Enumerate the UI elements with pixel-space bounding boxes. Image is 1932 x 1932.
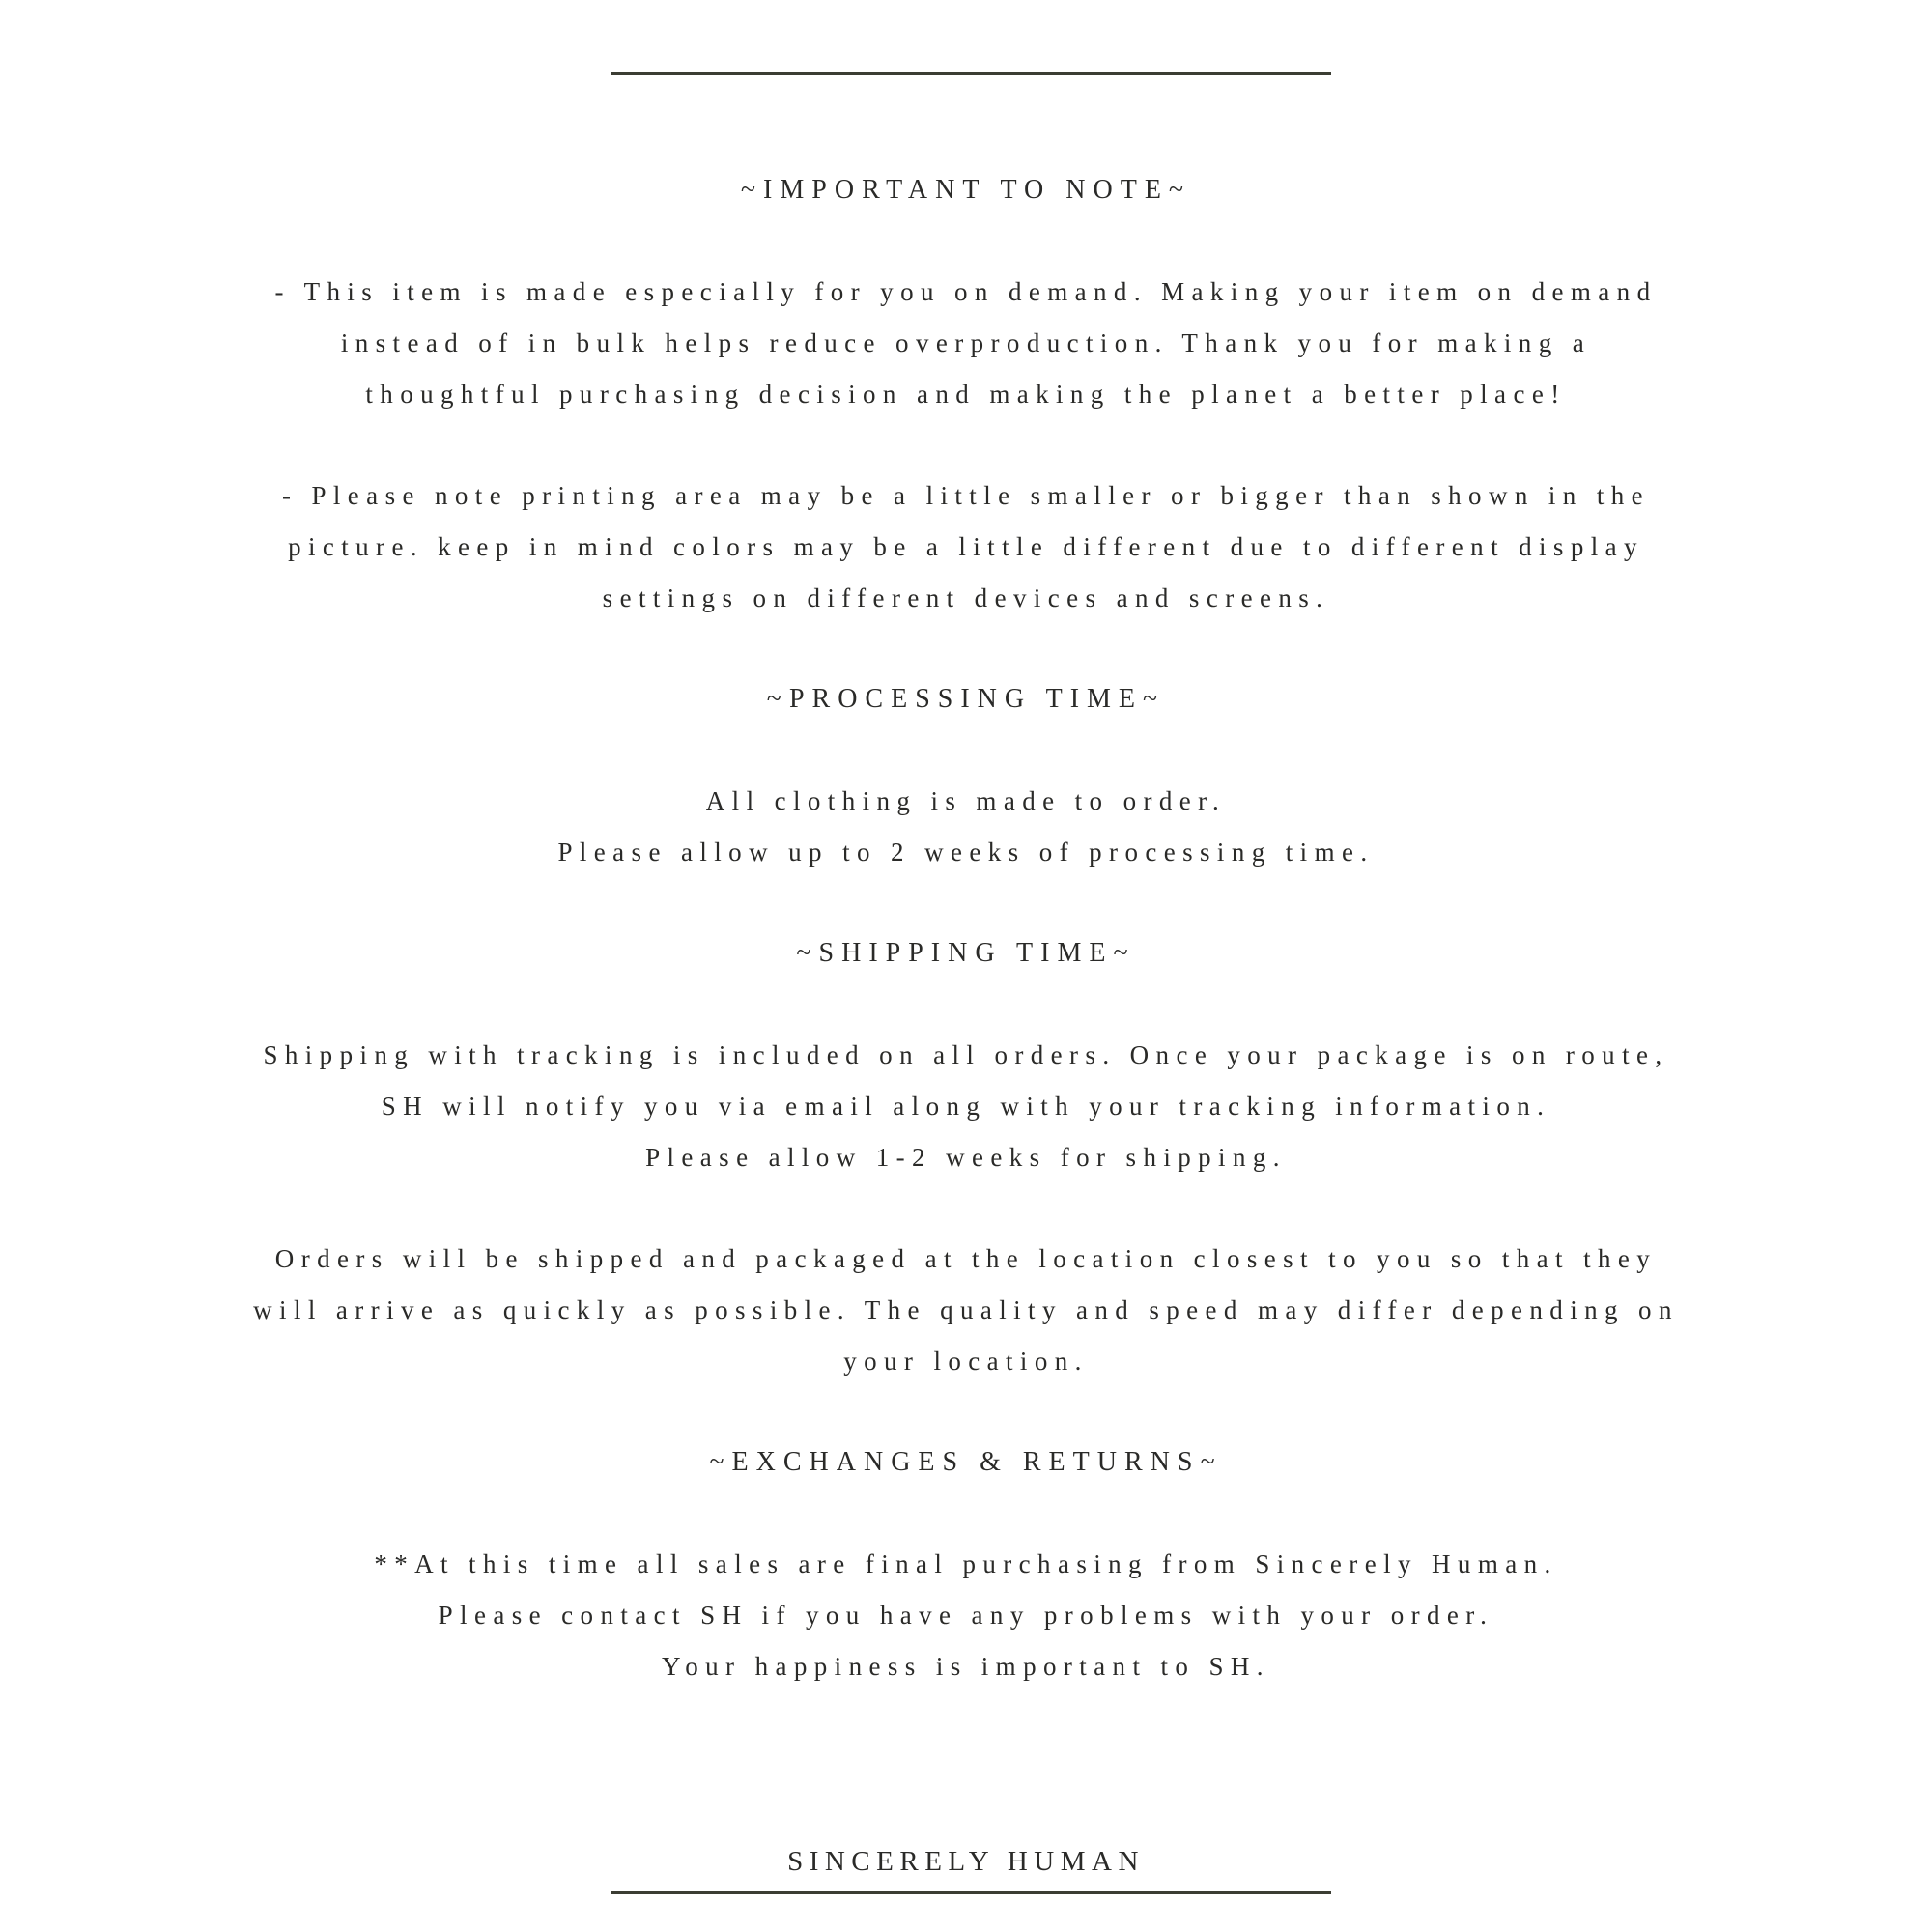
shipping-location-text-line: will arrive as quickly as possible. The quality and speed may differ depending on <box>253 1295 1679 1324</box>
exchanges-returns-heading: ~EXCHANGES & RETURNS~ <box>709 1447 1223 1477</box>
important-note-text-line: instead of in bulk helps reduce overproduction. Thank you for making a <box>340 328 1592 357</box>
processing-time-text-line: Please allow up to 2 weeks of processing time. <box>557 838 1375 867</box>
processing-time-text-line: All clothing is made to order. <box>705 786 1227 815</box>
returns-text-line: Your happiness is important to SH. <box>662 1652 1270 1681</box>
bottom-divider <box>611 1891 1331 1894</box>
shipping-time-text-line: SH will notify you via email along with your tracking information. <box>381 1092 1551 1121</box>
important-note-text-line: - This item is made especially for you on demand. Making your item on demand <box>274 277 1658 306</box>
printing-note-text-line: picture. keep in mind colors may be a little different due to different display <box>288 532 1644 561</box>
returns-text-line: **At this time all sales are final purchasing from Sincerely Human. <box>374 1549 1558 1578</box>
important-note-text-line: thoughtful purchasing decision and making the planet a better place! <box>365 380 1567 409</box>
shipping-location-text-line: your location. <box>843 1347 1089 1376</box>
processing-time-heading: ~PROCESSING TIME~ <box>766 684 1166 714</box>
returns-text-line: Please contact SH if you have any problems with your order. <box>438 1601 1494 1630</box>
important-note-heading: ~IMPORTANT TO NOTE~ <box>740 175 1192 205</box>
brand-name: SINCERELY HUMAN <box>787 1846 1145 1877</box>
shipping-time-text-line: Please allow 1-2 weeks for shipping. <box>645 1143 1287 1172</box>
shipping-location-text-line: Orders will be shipped and packaged at the location closest to you so that they <box>274 1244 1658 1273</box>
printing-note-text-line: settings on different devices and screens. <box>602 583 1330 612</box>
shipping-time-heading: ~SHIPPING TIME~ <box>796 938 1136 968</box>
shipping-time-text-line: Shipping with tracking is included on all orders. Once your package is on route, <box>263 1040 1669 1069</box>
printing-note-text-line: - Please note printing area may be a little smaller or bigger than shown in the <box>281 481 1651 510</box>
top-divider <box>611 72 1331 75</box>
